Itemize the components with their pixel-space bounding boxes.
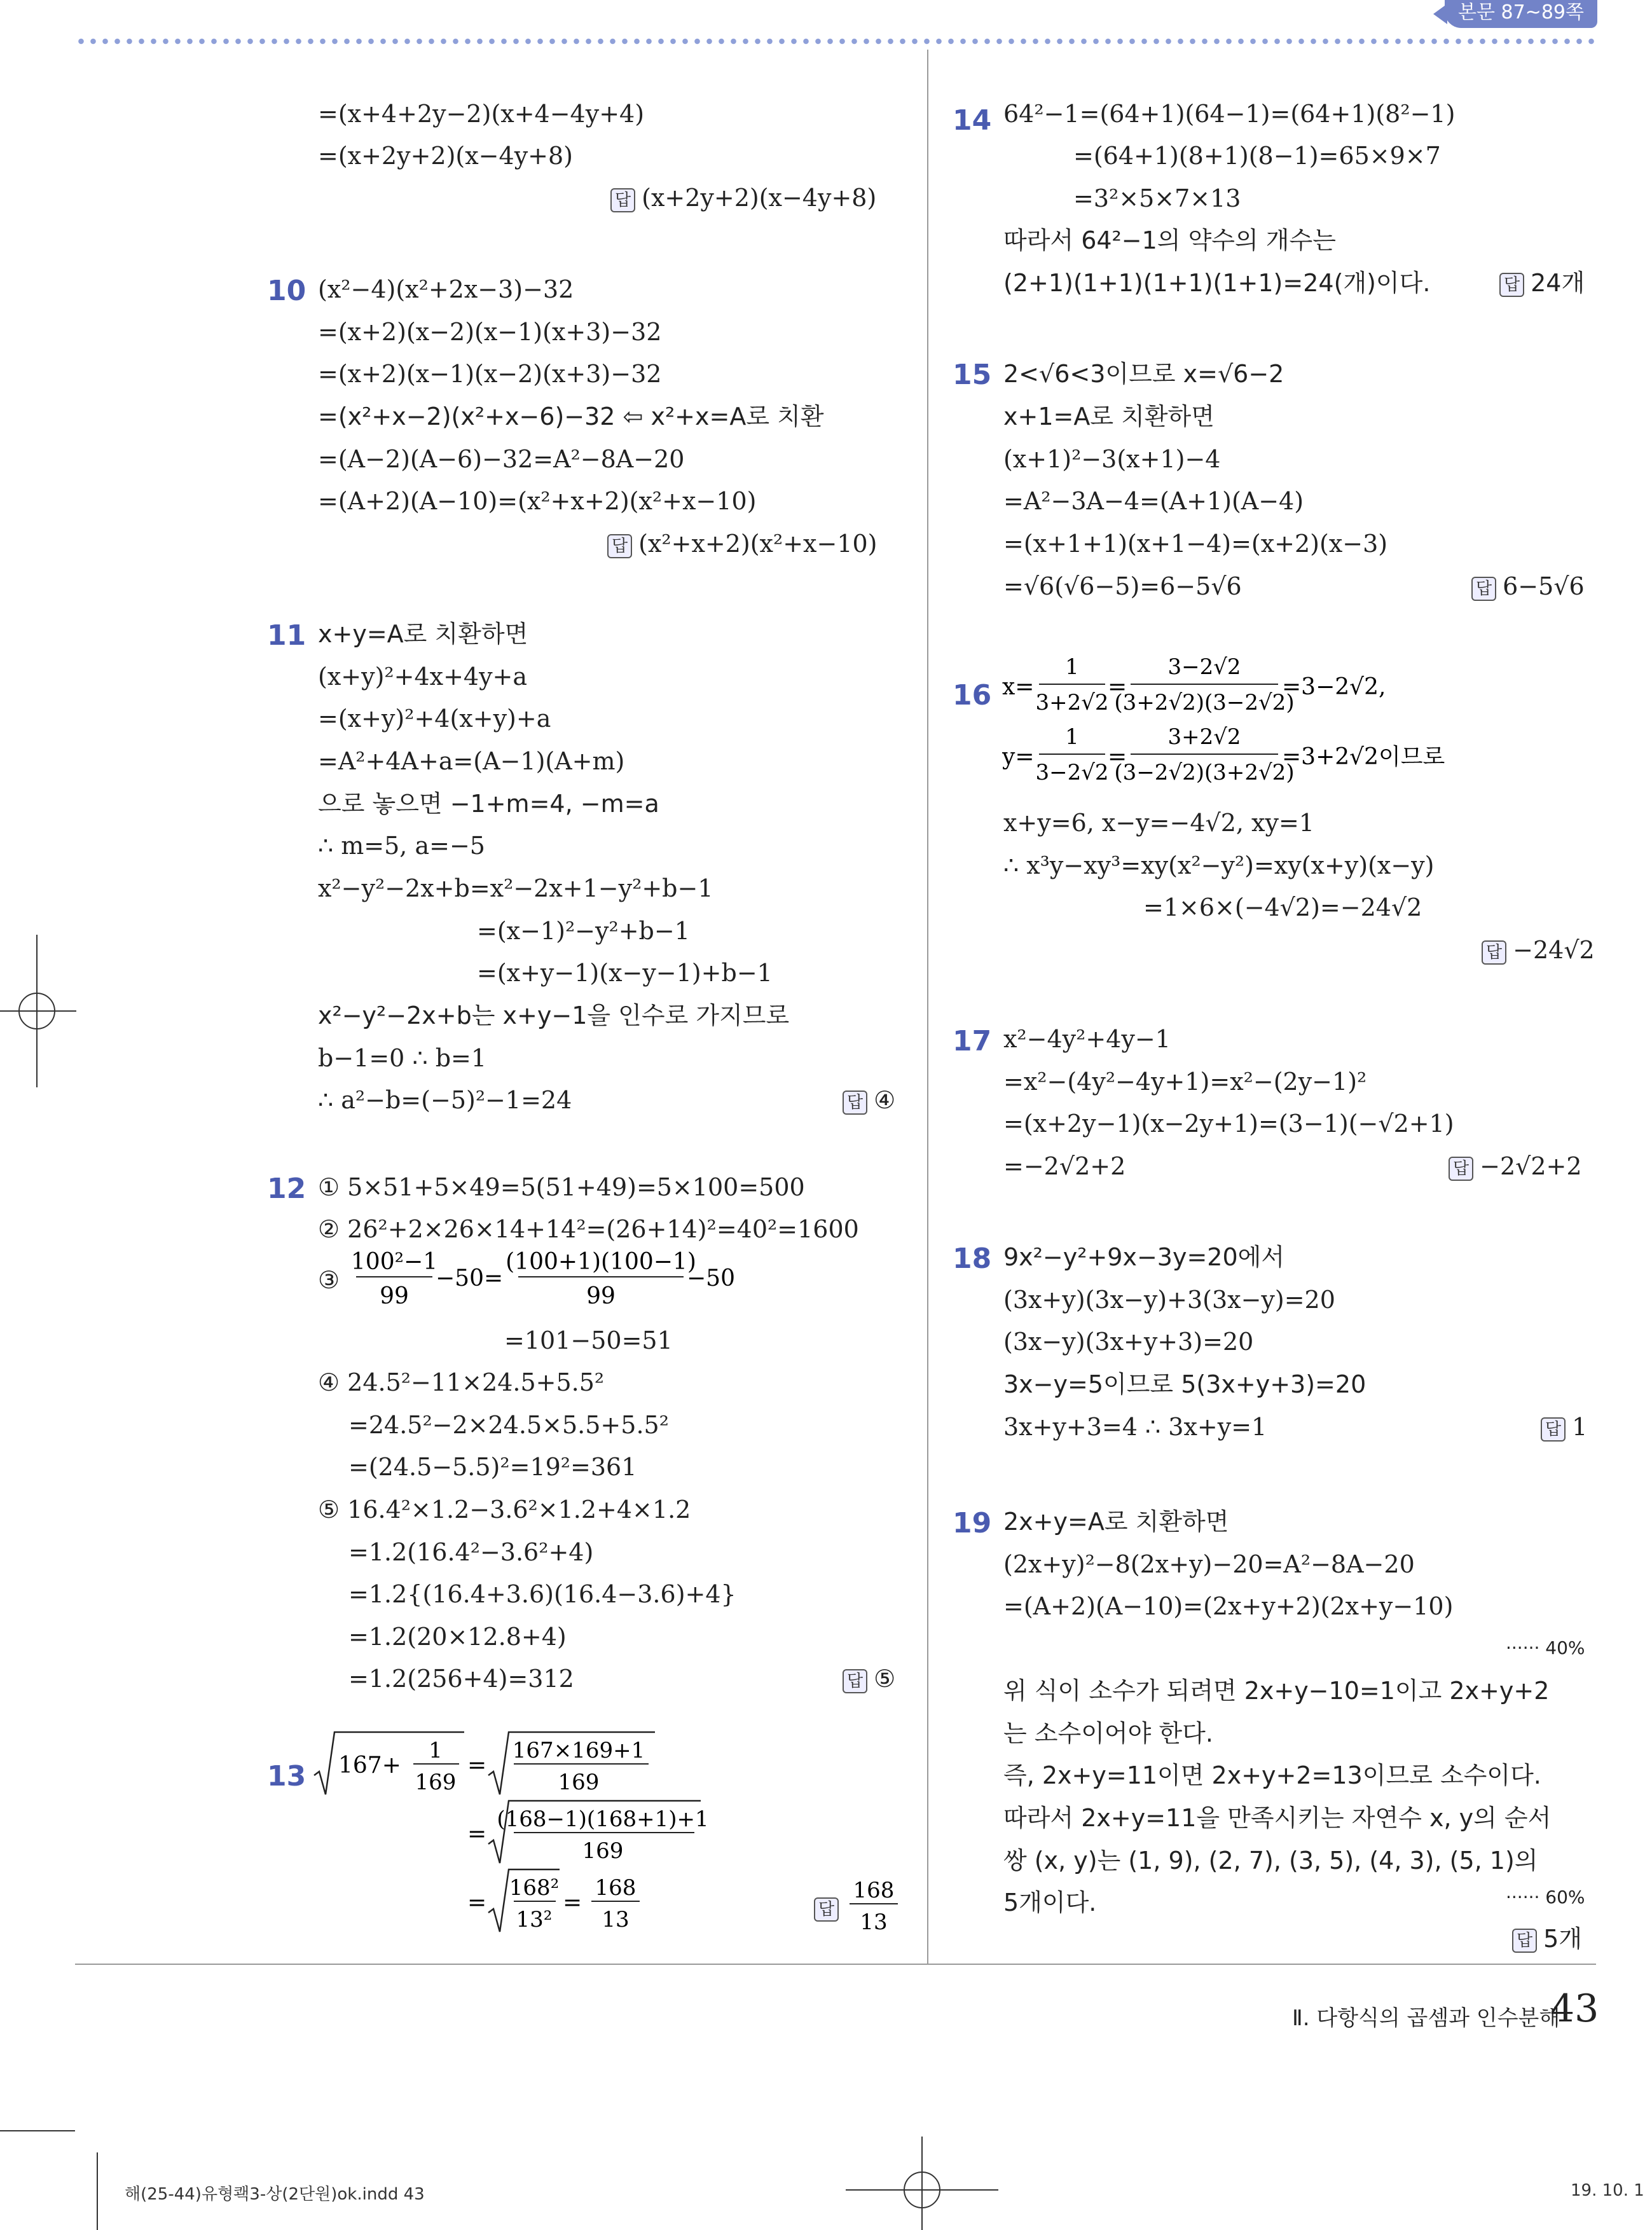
expr-term: =3+2√2이므로 [1282, 744, 1445, 770]
fraction-denominator: 13² [516, 1907, 553, 1932]
solution-line: x²−y²−2x+b=x²−2x+1−y²+b−1 [318, 874, 713, 902]
solution-line: 따라서 64²−1의 약수의 개수는 [1003, 226, 1336, 254]
solution-line: (3x+y)(3x−y)+3(3x−y)=20 [1003, 1286, 1335, 1314]
answer-badge: 답 [607, 534, 632, 558]
solution-line: (3x−y)(3x+y+3)=20 [1003, 1328, 1254, 1356]
solution-line: =(x²+x−2)(x²+x−6)−32 ⇦ x²+x=A로 치환 [318, 403, 824, 430]
score-percent: ······ 60% [1506, 1887, 1585, 1908]
solution-line: ③ [318, 1266, 340, 1294]
fraction-tail: −50= [436, 1265, 504, 1291]
continued-line: =(x+4+2y−2)(x+4−4y+4) [318, 100, 645, 128]
fraction-denominator: 169 [415, 1770, 457, 1795]
solution-line: (x+y)²+4x+4y+a [318, 663, 528, 691]
solution-line: =(x+y−1)(x−y−1)+b−1 [477, 959, 773, 987]
expr-term: 167+ [338, 1752, 401, 1779]
page-number: 43 [1550, 1986, 1599, 2031]
solution-line: (2+1)(1+1)(1+1)(1+1)=24(개)이다. [1003, 269, 1431, 297]
continued-line: =(x+2y+2)(x−4y+8) [318, 142, 574, 170]
fraction-denominator: (3+2√2)(3−2√2) [1114, 690, 1295, 715]
answer [843, 1658, 895, 1700]
fraction-block [1002, 646, 1600, 799]
answer-badge: 답 [1471, 577, 1496, 601]
answer-badge: 답 [1541, 1417, 1566, 1442]
print-date: 19. 10. 1 [1571, 2181, 1644, 2200]
solution-line: 위 식이 소수가 되려면 2x+y−10=1이고 2x+y+2 [1003, 1677, 1550, 1705]
solution-line: =24.5²−2×24.5×5.5+5.5² [348, 1411, 669, 1439]
fraction-numerator: (168−1)(168+1)+1 [497, 1807, 709, 1832]
chapter-title: Ⅱ. 다항식의 곱셈과 인수분해 [1292, 2006, 1560, 2031]
fraction-numerator: 168 [595, 1875, 637, 1901]
fraction-numerator: (100+1)(100−1) [506, 1249, 696, 1275]
answer-badge: 답 [1499, 273, 1524, 297]
solution-line: x+y=A로 치환하면 [318, 620, 528, 648]
solution-line: 따라서 2x+y=11을 만족시키는 자연수 x, y의 순서 [1003, 1804, 1552, 1832]
answer-badge: 답 [1482, 940, 1506, 965]
solution-line: 쌍 (x, y)는 (1, 9), (2, 7), (3, 5), (4, 3), (5, 1)의 [1003, 1847, 1538, 1875]
solution-line: =(x+2)(x−2)(x−1)(x+3)−32 [318, 318, 662, 346]
solution-line: ∴ a²−b=(−5)²−1=24 [318, 1086, 572, 1114]
equals-sign: = [467, 1752, 487, 1779]
solution-line: 는 소수이어야 한다. [1003, 1719, 1213, 1747]
answer-value: −24√2 [1513, 936, 1595, 964]
answer-value: 5개 [1543, 1925, 1583, 1953]
solution-line: =√6(√6−5)=6−5√6 [1003, 572, 1242, 600]
expr-term: x= [1002, 674, 1035, 700]
solution-line: =A²−3A−4=(A+1)(A−4) [1003, 487, 1304, 515]
solution-line: 으로 놓으면 −1+m=4, −m=a [318, 790, 659, 818]
solution-line: =1.2(20×12.8+4) [348, 1623, 567, 1651]
fraction-denominator: 13 [860, 1910, 888, 1935]
solution-line: ∴ m=5, a=−5 [318, 832, 485, 860]
fraction-numerator: 100²−1 [350, 1249, 438, 1275]
solution-line: =(64+1)(8+1)(8−1)=65×9×7 [1073, 142, 1441, 170]
solution-line: =3²×5×7×13 [1073, 184, 1241, 212]
answer [610, 177, 876, 219]
solution-line: (2x+y)²−8(2x+y)−20=A²−8A−20 [1003, 1550, 1415, 1578]
solution-line: 3x−y=5이므로 5(3x+y+3)=20 [1003, 1370, 1366, 1398]
answer-value: −2√2+2 [1480, 1152, 1582, 1180]
fraction-denominator: (3−2√2)(3+2√2) [1114, 760, 1295, 785]
answer-badge: 답 [1449, 1157, 1473, 1181]
solution-line: =(24.5−5.5)²=19²=361 [348, 1453, 637, 1481]
left-column [267, 0, 903, 1958]
answer-badge: 답 [843, 1669, 867, 1693]
crop-mark [0, 2130, 75, 2131]
fraction-tail: −50 [687, 1265, 735, 1291]
solution-line: x²−y²−2x+b는 x+y−1을 인수로 가지므로 [318, 1001, 790, 1029]
fraction-denominator: 3−2√2 [1035, 760, 1109, 785]
solution-line: =(A−2)(A−6)−32=A²−8A−20 [318, 445, 685, 473]
answer-value: (x+2y+2)(x−4y+8) [642, 184, 877, 212]
problem-number: 19 [953, 1507, 992, 1539]
answer [843, 1079, 895, 1122]
problem-number: 10 [267, 275, 306, 307]
fraction-denominator: 13 [602, 1907, 630, 1932]
footer-divider [75, 1964, 1596, 1965]
fraction-numerator: 1 [429, 1738, 443, 1763]
answer-badge: 답 [610, 188, 635, 212]
solution-line: x+y=6, x−y=−4√2, xy=1 [1003, 809, 1314, 837]
score-percent: ······ 40% [1506, 1637, 1585, 1658]
fraction-numerator: 168 [853, 1878, 895, 1903]
answer [607, 523, 878, 565]
answer [1499, 262, 1585, 305]
solution-line: 3x+y+3=4 ∴ 3x+y=1 [1003, 1413, 1267, 1441]
answer-fraction [844, 1873, 903, 1937]
solution-line: =(x+2y−1)(x−2y+1)=(3−1)(−√2+1) [1003, 1110, 1454, 1138]
equals-sign: = [1108, 674, 1127, 700]
solution-line: 2<√6<3이므로 x=√6−2 [1003, 360, 1284, 388]
problem-number: 18 [953, 1242, 992, 1275]
problem-number: 15 [953, 359, 992, 391]
registration-mark-bottom [846, 2137, 998, 2230]
equals-sign: = [563, 1890, 582, 1916]
answer-badge: 답 [843, 1091, 867, 1115]
file-name: 해(25-44)유형쾍3-상(2단원)ok.indd 43 [125, 2185, 425, 2204]
solution-line: 9x²−y²+9x−3y=20에서 [1003, 1243, 1285, 1271]
answer [814, 1886, 845, 1929]
expr-term: =3−2√2, [1282, 674, 1386, 700]
solution-line: =(x+1+1)(x+1−4)=(x+2)(x−3) [1003, 530, 1388, 558]
solution-line: =(x+y)²+4(x+y)+a [318, 705, 551, 733]
solution-line: b−1=0 ∴ b=1 [318, 1044, 487, 1072]
right-column [953, 0, 1601, 1958]
expr-term: y= [1002, 744, 1035, 770]
fraction-denominator: 169 [582, 1838, 624, 1864]
column-divider [927, 50, 928, 1964]
solution-line: =1.2{(16.4+3.6)(16.4−3.6)+4} [348, 1580, 736, 1608]
answer-badge: 답 [1512, 1929, 1537, 1953]
answer-value: (x²+x+2)(x²+x−10) [638, 530, 878, 558]
crop-mark [97, 2152, 98, 2230]
solution-line: =1.2(16.4²−3.6²+4) [348, 1538, 594, 1566]
fraction-numerator: 3+2√2 [1167, 724, 1241, 750]
registration-mark-left [0, 935, 76, 1087]
solution-line: ∴ x³y−xy³=xy(x²−y²)=xy(x+y)(x−y) [1003, 851, 1435, 879]
solution-line: =1.2(256+4)=312 [348, 1665, 574, 1693]
solution-line: =(x−1)²−y²+b−1 [477, 917, 690, 945]
solution-line: (x²−4)(x²+2x−3)−32 [318, 275, 574, 303]
fraction-expression [350, 1245, 846, 1315]
problem-number: 16 [953, 679, 992, 712]
fraction-denominator: 3+2√2 [1035, 690, 1109, 715]
solution-line: ① 5×51+5×49=5(51+49)=5×100=500 [318, 1173, 805, 1201]
solution-line: =(A+2)(A−10)=(x²+x+2)(x²+x−10) [318, 487, 757, 515]
equals-sign: = [467, 1890, 487, 1916]
solution-line: 2x+y=A로 치환하면 [1003, 1508, 1229, 1536]
solution-line: ⑤ 16.4²×1.2−3.6²×1.2+4×1.2 [318, 1496, 691, 1524]
fraction-numerator: 3−2√2 [1167, 654, 1241, 680]
answer-badge: 답 [814, 1897, 839, 1922]
answer [1471, 565, 1585, 608]
fraction-denominator: 99 [586, 1283, 616, 1309]
solution-line: x²−4y²+4y−1 [1003, 1025, 1171, 1053]
solution-line: =1×6×(−4√2)=−24√2 [1143, 893, 1422, 921]
solution-line: 5개이다. [1003, 1889, 1097, 1917]
solution-line: x+1=A로 치환하면 [1003, 403, 1215, 430]
answer-value: 24개 [1531, 269, 1585, 297]
answer [1541, 1406, 1587, 1449]
fraction-numerator: 1 [1065, 724, 1079, 750]
answer-value: 1 [1572, 1413, 1588, 1441]
problem-number: 12 [267, 1173, 306, 1205]
fraction-numerator: 167×169+1 [512, 1738, 645, 1763]
solution-line: =A²+4A+a=(A−1)(A+m) [318, 747, 625, 775]
solution-line: ② 26²+2×26×14+14²=(26+14)²=40²=1600 [318, 1215, 859, 1243]
answer [1449, 1145, 1582, 1188]
solution-line: (x+1)²−3(x+1)−4 [1003, 445, 1221, 473]
solution-line: 즉, 2x+y=11이면 2x+y+2=13이므로 소수이다. [1003, 1761, 1541, 1789]
solution-line: ④ 24.5²−11×24.5+5.5² [318, 1368, 605, 1396]
fraction-denominator: 99 [380, 1283, 409, 1309]
solution-line: =(A+2)(A−10)=(2x+y+2)(2x+y−10) [1003, 1592, 1454, 1620]
answer [1482, 929, 1595, 972]
answer [1512, 1918, 1582, 1960]
page-reference: 본문 87~89쪽 [1458, 1, 1584, 24]
answer-value: ④ [874, 1086, 896, 1114]
equals-sign: = [467, 1821, 487, 1847]
problem-number: 17 [953, 1025, 992, 1057]
fraction-denominator: 169 [558, 1770, 600, 1795]
fraction-numerator: 1 [1065, 654, 1079, 680]
answer-value: ⑤ [874, 1665, 896, 1693]
solution-line: 64²−1=(64+1)(64−1)=(64+1)(8²−1) [1003, 100, 1456, 128]
problem-number: 11 [267, 619, 306, 652]
equals-sign: = [1108, 744, 1127, 770]
solution-line: =(x+2)(x−1)(x−2)(x+3)−32 [318, 360, 662, 388]
answer-value: 6−5√6 [1503, 572, 1585, 600]
fraction-numerator: 168² [509, 1875, 560, 1901]
solution-line: =x²−(4y²−4y+1)=x²−(2y−1)² [1003, 1068, 1367, 1096]
solution-line: =−2√2+2 [1003, 1152, 1126, 1180]
solution-line: =101−50=51 [504, 1326, 673, 1354]
problem-number: 14 [953, 104, 992, 137]
problem-number: 13 [267, 1760, 306, 1793]
